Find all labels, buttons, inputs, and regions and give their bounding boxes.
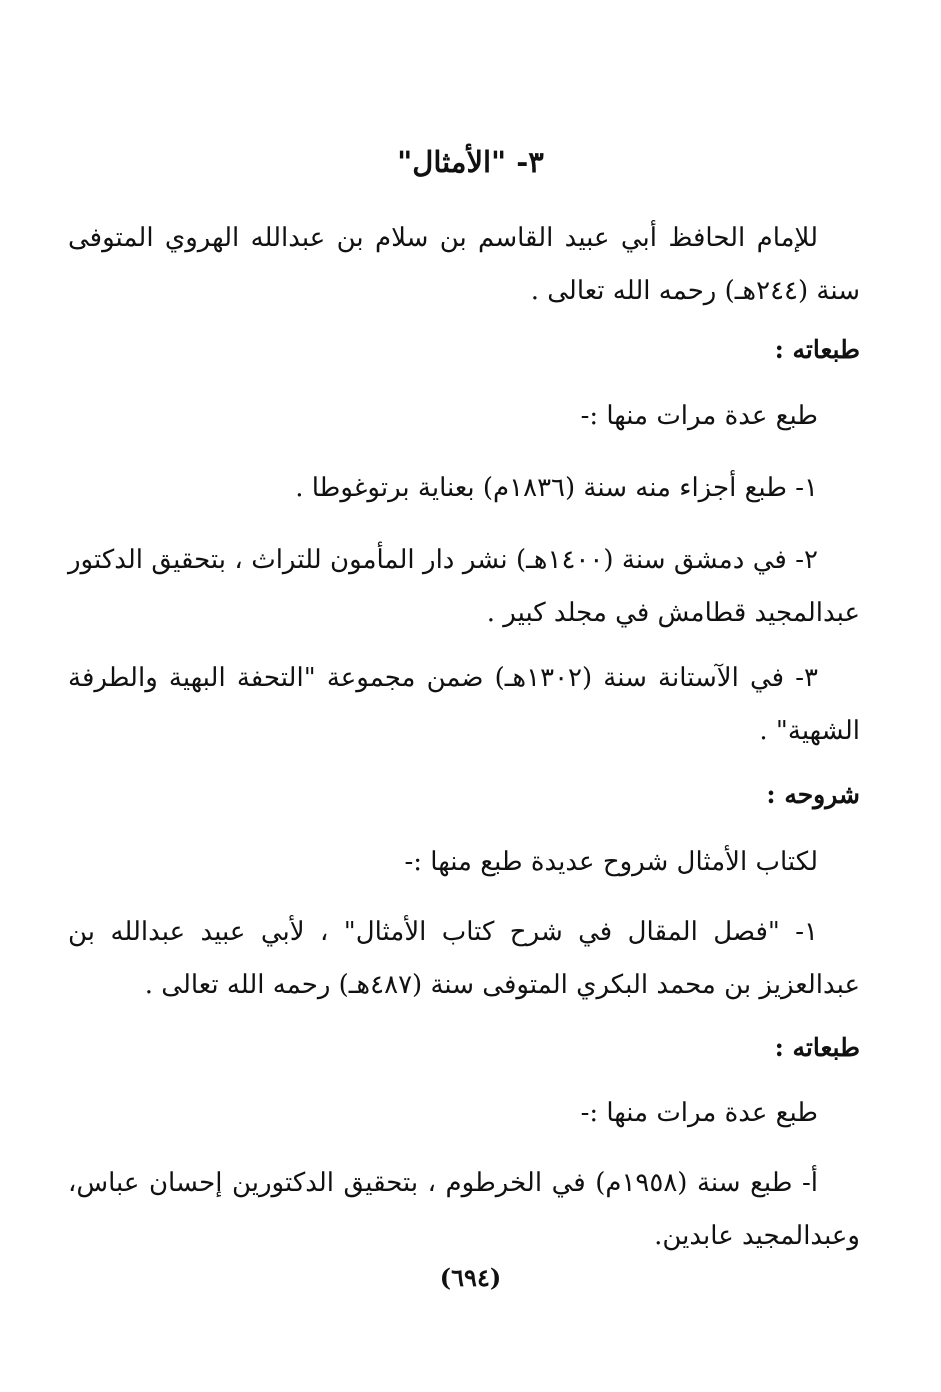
edition-item-2: ٢- في دمشق سنة (١٤٠٠هـ) نشر دار المأمون للتراث ، بتحقيق الدكتور عبدالمجيد قطامش في مجلد كبير . bbox=[68, 545, 860, 628]
section-title: ٣- "الأمثال" bbox=[397, 145, 544, 179]
commentaries-lead: لكتاب الأمثال شروح عديدة طبع منها :- bbox=[404, 847, 818, 877]
commentary-item-1: ١- "فصل المقال في شرح كتاب الأمثال" ، لأبي عبيد عبدالله بن عبدالعزيز بن محمد البكري المتوفى سنة (٤٨٧هـ) رحمه الله تعالى . bbox=[68, 917, 860, 1000]
editions-heading: طبعاته : bbox=[774, 335, 860, 364]
commentary-edition-item-a: أ- طبع سنة (١٩٥٨م) في الخرطوم ، بتحقيق الدكتورين إحسان عباس، وعبدالمجيد عابدين. bbox=[68, 1168, 860, 1251]
intro-paragraph: للإمام الحافظ أبي عبيد القاسم بن سلام بن عبدالله الهروي المتوفى سنة (٢٤٤هـ) رحمه الله تعالى . bbox=[68, 223, 860, 306]
edition-item-1: ١- طبع أجزاء منه سنة (١٨٣٦م) بعناية برتوغوطا . bbox=[295, 473, 818, 503]
page-number: (٦٩٤) bbox=[439, 1263, 502, 1292]
commentary-editions-lead: طبع عدة مرات منها :- bbox=[580, 1098, 818, 1128]
commentary-editions-heading: طبعاته : bbox=[774, 1033, 860, 1062]
editions-lead: طبع عدة مرات منها :- bbox=[580, 401, 818, 431]
edition-item-3: ٣- في الآستانة سنة (١٣٠٢هـ) ضمن مجموعة "التحفة البهية والطرفة الشهية" . bbox=[68, 663, 860, 746]
commentaries-heading: شروحه : bbox=[766, 780, 860, 809]
